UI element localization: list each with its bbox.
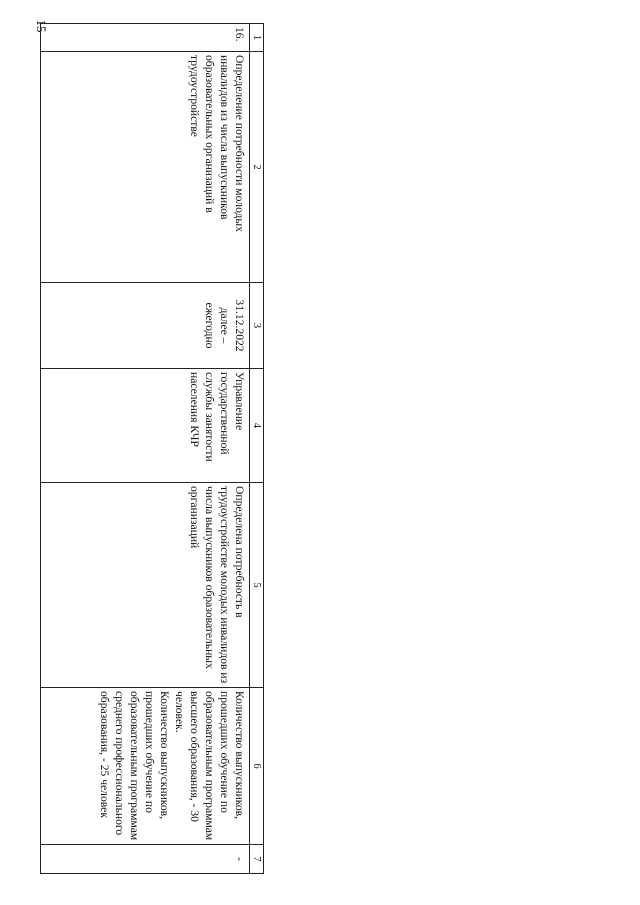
activities-table	[40, 23, 264, 874]
document-table-wrapper	[40, 23, 264, 873]
column-number-row	[250, 24, 264, 874]
indicator-cell	[41, 688, 250, 845]
column-number: 3	[250, 283, 264, 369]
deadline-cell	[41, 283, 250, 369]
result-cell: Определена потребность в трудоустройстве молодых инвалидов из числа выпускников образовательных организаций	[41, 483, 250, 688]
deadline-further: далее –	[218, 307, 231, 344]
column-number: 2	[250, 52, 264, 283]
table-row	[41, 24, 250, 874]
column-number: 5	[250, 483, 264, 688]
column-number: 4	[250, 369, 264, 483]
column-number: 6	[250, 688, 264, 845]
deadline-annual: ежегодно	[203, 302, 216, 349]
responsible-cell: Управление государственной службы занятости населения КЧР	[41, 369, 250, 483]
deadline-date: 31.12.2022	[233, 299, 246, 352]
row-number-cell: 16.	[41, 24, 250, 52]
column-number: 7	[250, 845, 264, 874]
measure-cell: Определение потребности молодых инвалидов из числа выпускников образовательных организаций в трудоустройстве	[41, 52, 250, 283]
column-number: 1	[250, 24, 264, 52]
note-cell: -	[41, 845, 250, 874]
indicator-vocational-education: Количество выпускников, прошедших обучение по образовательным программам среднего профессионального образования, - 25 человек	[98, 691, 171, 841]
page-number: 15	[34, 19, 49, 33]
indicator-higher-education: Количество выпускников, прошедших обучение по образовательным программам высшего образования, - 30 человек.	[173, 691, 246, 841]
